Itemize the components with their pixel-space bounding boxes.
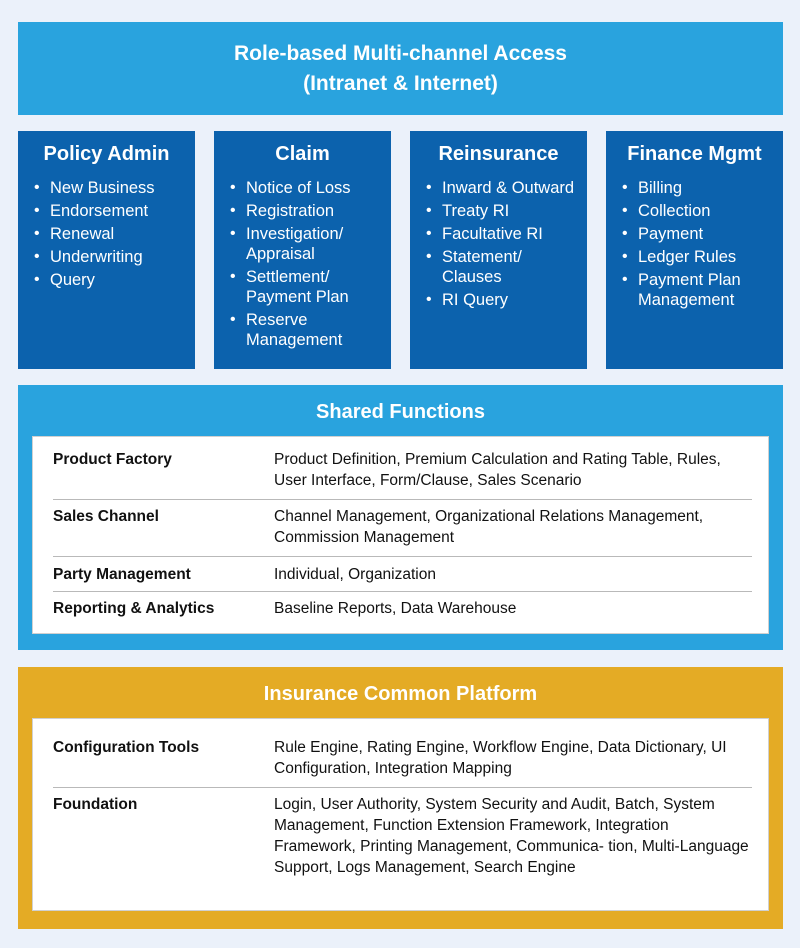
- access-banner: [18, 22, 783, 115]
- list-item-label: Billing: [638, 179, 683, 197]
- list-item-label: Notice of Loss: [246, 179, 351, 197]
- module-row: [18, 131, 783, 369]
- list-item: [426, 224, 579, 244]
- list-item-label: Registration: [246, 202, 335, 220]
- list-item: [622, 201, 775, 221]
- row-label: Reporting & Analytics: [53, 600, 215, 617]
- list-item: [622, 224, 775, 244]
- access-title-line1: Role-based Multi-channel Access: [234, 41, 567, 65]
- bullet-icon: •: [426, 225, 432, 242]
- table-row: [53, 592, 752, 625]
- bullet-icon: •: [622, 225, 628, 242]
- bullet-icon: •: [426, 202, 432, 219]
- list-item: [230, 224, 383, 264]
- list-item: [34, 270, 187, 290]
- list-item-label: New Business: [50, 179, 155, 197]
- module-finance-mgmt: [606, 131, 783, 369]
- list-item: [230, 310, 383, 350]
- access-title-line2: (Intranet & Internet): [303, 71, 498, 95]
- list-item-label: RI Query: [442, 291, 509, 309]
- module-item-list: [426, 178, 579, 310]
- row-label: Configuration Tools: [53, 739, 200, 756]
- list-item-label: Payment: [638, 225, 704, 243]
- row-value: Channel Management, Organizational Relations Management, Commission Management: [274, 508, 704, 546]
- bullet-icon: •: [426, 179, 432, 196]
- list-item-label: Treaty RI: [442, 202, 510, 220]
- platform-title: Insurance Common Platform: [263, 683, 538, 705]
- list-item: [426, 201, 579, 221]
- row-value: Product Definition, Premium Calculation and Rating Table, Rules, User Interface, Form/Clause, Sales Scenario: [274, 451, 721, 489]
- table-row: [53, 500, 752, 557]
- bullet-icon: •: [622, 179, 628, 196]
- row-value: Rule Engine, Rating Engine, Workflow Engine, Data Dictionary, UI Configuration, Integration Mapping: [274, 739, 727, 777]
- list-item-label: Collection: [638, 202, 711, 220]
- bullet-icon: •: [34, 202, 40, 219]
- row-label: Product Factory: [53, 451, 172, 468]
- list-item: [426, 247, 579, 287]
- bullet-icon: •: [34, 179, 40, 196]
- list-item: [34, 224, 187, 244]
- bullet-icon: •: [426, 248, 432, 265]
- list-item: [426, 290, 579, 310]
- bullet-icon: •: [622, 271, 628, 288]
- bullet-icon: •: [230, 179, 236, 196]
- module-item-list: [622, 178, 775, 310]
- list-item-label: Statement/ Clauses: [442, 248, 522, 286]
- bullet-icon: •: [230, 311, 236, 328]
- table-row: [53, 557, 752, 592]
- row-value: Login, User Authority, System Security and Audit, Batch, System Management, Function Extension Framework, Integration Framework, Printing Management, Communica- tion, Multi-Language Support, Logs Management, Search Engine: [274, 796, 749, 876]
- bullet-icon: •: [622, 248, 628, 265]
- list-item: [34, 201, 187, 221]
- row-value: Baseline Reports, Data Warehouse: [274, 600, 517, 617]
- bullet-icon: •: [34, 248, 40, 265]
- bullet-icon: •: [230, 202, 236, 219]
- bullet-icon: •: [230, 225, 236, 242]
- list-item: [230, 267, 383, 307]
- bullet-icon: •: [622, 202, 628, 219]
- list-item-label: Endorsement: [50, 202, 149, 220]
- table-row: [53, 719, 752, 788]
- list-item-label: Underwriting: [50, 248, 143, 266]
- list-item: [230, 201, 383, 221]
- row-label: Foundation: [53, 796, 138, 813]
- bullet-icon: •: [34, 271, 40, 288]
- list-item: [622, 247, 775, 267]
- list-item-label: Reserve Management: [246, 311, 343, 349]
- platform-section: [18, 667, 783, 929]
- list-item: [230, 178, 383, 198]
- bullet-icon: •: [426, 291, 432, 308]
- module-policy-admin: [18, 131, 195, 369]
- module-title: Claim: [275, 143, 330, 165]
- module-reinsurance: [410, 131, 587, 369]
- platform-panel: [32, 718, 769, 911]
- list-item-label: Facultative RI: [442, 225, 543, 243]
- list-item-label: Ledger Rules: [638, 248, 737, 266]
- row-label: Sales Channel: [53, 508, 159, 525]
- row-label: Party Management: [53, 566, 191, 583]
- bullet-icon: •: [230, 268, 236, 285]
- module-title: Finance Mgmt: [627, 143, 762, 165]
- module-title: Policy Admin: [43, 143, 170, 165]
- list-item-label: Query: [50, 271, 95, 289]
- list-item: [622, 270, 775, 310]
- bullet-icon: •: [34, 225, 40, 242]
- module-claim: [214, 131, 391, 369]
- list-item: [34, 247, 187, 267]
- module-item-list: [230, 178, 383, 350]
- list-item-label: Renewal: [50, 225, 115, 243]
- shared-functions-panel: [32, 436, 769, 634]
- table-row: [53, 788, 752, 884]
- module-title: Reinsurance: [438, 143, 559, 165]
- list-item-label: Settlement/ Payment Plan: [246, 268, 349, 306]
- list-item: [426, 178, 579, 198]
- table-row: [53, 437, 752, 500]
- row-value: Individual, Organization: [274, 566, 436, 583]
- list-item-label: Inward & Outward: [442, 179, 575, 197]
- list-item-label: Payment Plan Management: [638, 271, 741, 309]
- shared-functions-section: [18, 385, 783, 650]
- shared-functions-title: Shared Functions: [316, 401, 485, 423]
- list-item-label: Investigation/ Appraisal: [246, 225, 344, 263]
- list-item: [622, 178, 775, 198]
- module-item-list: [34, 178, 187, 290]
- list-item: [34, 178, 187, 198]
